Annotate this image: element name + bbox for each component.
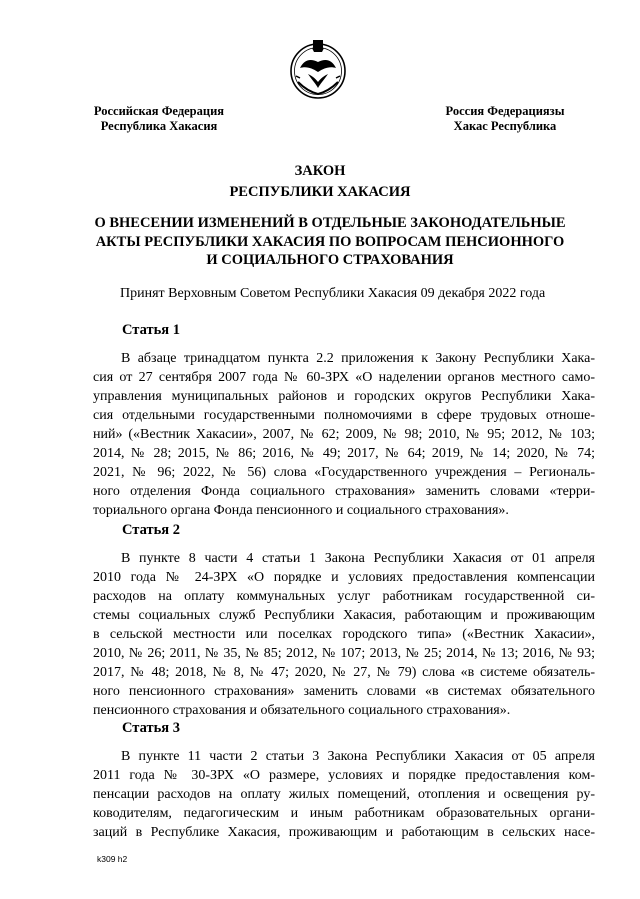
text-line: заций в Республике Хакасия, проживающим и работающим в сельских насе- — [93, 825, 595, 840]
text-line: ного пенсионного страхования» заменить словами «в системах обязательного — [93, 684, 595, 699]
text-line: 2017, № 48; 2018, № 8, № 47; 2020, № 27, № 79) слова «в системе обязатель- — [93, 665, 595, 680]
text-line: 2014, № 28; 2015, № 86; 2016, № 49; 2017, № 64; 2019, № 14; 2020, № 74; — [93, 446, 595, 461]
text-line: 2010 года № 24-ЗРХ «О порядке и условиях предоставления компенсации — [93, 570, 595, 585]
law-subject-line-3: И СОЦИАЛЬНОГО СТРАХОВАНИЯ — [206, 252, 454, 268]
law-title — [0, 161, 640, 203]
text-line: управления муниципальных районов и городских округов Республики Хака- — [93, 389, 595, 404]
text-line: ного отделения Фонда социального страхования» заменить словами «терри- — [93, 484, 595, 499]
coat-of-arms-icon — [286, 38, 350, 102]
header-right-line-1: Россия Федерациязы — [445, 104, 565, 118]
document-code: k309 h2 — [97, 854, 128, 864]
header-left-line-2: Республика Хакасия — [100, 119, 218, 133]
law-title-line-1: ЗАКОН — [294, 163, 346, 179]
article-1-text — [93, 349, 595, 520]
text-line: ководителям, педагогическим и иным работникам образовательных органи- — [93, 806, 595, 821]
text-line: В абзаце тринадцатом пункта 2.2 приложения к Закону Республики Хака- — [121, 351, 595, 366]
text-line: ний» («Вестник Хакасии», 2007, № 62; 2009, № 98; 2010, № 95; 2012, № 103; — [93, 427, 595, 442]
article-2-heading: Статья 2 — [122, 522, 180, 538]
text-line: В пункте 11 части 2 статьи 3 Закона Республики Хакасия от 05 апреля — [121, 749, 595, 764]
law-subject-line-2: АКТЫ РЕСПУБЛИКИ ХАКАСИЯ ПО ВОПРОСАМ ПЕНСИОННОГО — [95, 233, 565, 250]
text-line: пенсации расходов на оплату жилых помещений, отопления и освещения ру- — [93, 787, 595, 802]
text-line: пенсионного страхования и обязательного социального страхования». — [93, 703, 511, 718]
text-line: 2010, № 26; 2011, № 35, № 85; 2012, № 107; 2013, № 25; 2014, № 13; 2016, № 93; — [93, 646, 595, 661]
adoption-note: Принят Верховным Советом Республики Хакасия 09 декабря 2022 года — [120, 286, 546, 301]
text-line: 2011 года № 30-ЗРХ «О размере, условиях и порядке предоставления ком- — [93, 768, 595, 783]
article-1-heading: Статья 1 — [122, 322, 180, 338]
law-subject-line-1: О ВНЕСЕНИИ ИЗМЕНЕНИЙ В ОТДЕЛЬНЫЕ ЗАКОНОДАТЕЛЬНЫЕ — [94, 215, 566, 231]
text-line: ториального органа Фонда пенсионного и социального страхования». — [93, 503, 509, 518]
header-right — [430, 104, 580, 134]
text-line: сия от 27 сентября 2007 года № 60-ЗРХ «О наделении органов местного само- — [93, 370, 595, 385]
text-line: расходов на оплату коммунальных услуг работникам государственной си- — [93, 589, 595, 604]
header-left — [84, 104, 234, 134]
text-line: сия отдельными государственными полномочиями в сфере трудовых отноше- — [93, 408, 595, 423]
text-line: стемы социальных служб Республики Хакасия, работающим и проживающим — [93, 608, 595, 623]
text-line: В пункте 8 части 4 статьи 1 Закона Республики Хакасия от 01 апреля — [121, 551, 595, 566]
text-line: 2021, № 96; 2022, № 56) слова «Государственного учреждения – Региональ- — [93, 465, 595, 480]
article-3-text — [93, 747, 595, 842]
text-line: в сельской местности или поселках городского типа» («Вестник Хакасии», — [93, 627, 595, 642]
header-right-line-2: Хакас Республика — [453, 119, 557, 133]
header-left-line-1: Российская Федерация — [93, 104, 225, 118]
article-3-heading: Статья 3 — [122, 720, 180, 736]
law-subject — [70, 214, 590, 270]
law-title-line-2: РЕСПУБЛИКИ ХАКАСИЯ — [229, 184, 411, 200]
article-2-text — [93, 549, 595, 720]
